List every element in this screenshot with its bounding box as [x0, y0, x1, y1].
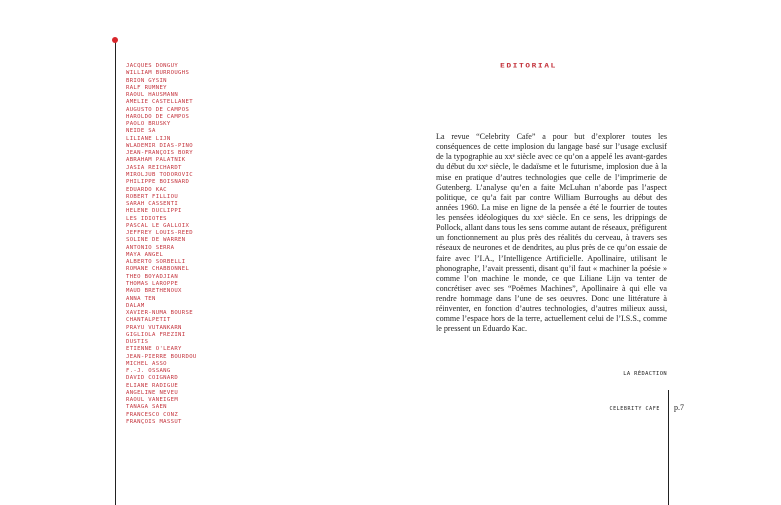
contributor-name: LILIANE LIJN — [126, 135, 171, 142]
contributor-name: NEIDE SA — [126, 128, 156, 135]
contributor-name: HELENE DUCLIPPI — [126, 208, 182, 215]
contributor-name: JACQUES DONGUY — [126, 63, 179, 69]
contributor-name: ANTONIO SERRA — [126, 244, 175, 251]
contributor-name: FRANCESCO CONZ — [126, 411, 179, 418]
contributor-name: FRANÇOIS MASSUT — [126, 419, 182, 426]
contributor-name: SOLINE DE WARREN — [126, 237, 186, 244]
contributor-name: ABRAHAM PALATNIK — [126, 157, 186, 164]
contributor-name: WILLIAM BURROUGHS — [126, 70, 190, 77]
contributor-name: ROMANE CHABBONNEL — [126, 266, 190, 273]
contributor-name: EDUARDO KAC — [126, 186, 167, 193]
contributor-name: ETIENNE O'LEARY — [126, 346, 182, 353]
contributor-name: AMELIE CASTELLANET — [126, 99, 193, 106]
contributor-name: ELIANE RADIGUE — [126, 382, 179, 389]
contributor-name: RAOUL VANEIGEM — [126, 397, 179, 404]
contributor-name: CHANTALPETIT — [126, 317, 171, 324]
contributor-name: JEFFREY LOUIS-REED — [126, 230, 193, 237]
contributor-name: PRAYU VUTANKARN — [126, 324, 182, 331]
contributor-name: PHILIPPE BOISNARD — [126, 179, 190, 186]
contributors-list — [126, 63, 236, 426]
contributor-name: BRION GYSIN — [126, 77, 167, 84]
contributor-name: PAOLO BRUSKY — [126, 121, 171, 128]
rule-dot — [112, 37, 118, 43]
contributor-name: PASCAL LE GALLOIX — [126, 222, 190, 229]
contributor-name: THOMAS LAROPPE — [126, 280, 179, 287]
contributor-name: MIROLJUB TODOROVIC — [126, 171, 193, 178]
contributor-name: THEO BOYADJIAN — [126, 273, 179, 280]
contributor-name: MICHEL ASSO — [126, 360, 167, 367]
contributor-name: ANGELINE NEVEU — [126, 389, 179, 396]
contributor-name: LES IDIOTES — [126, 215, 167, 222]
editorial-title: EDITORIAL — [500, 62, 557, 69]
contributor-name: XAVIER-NUMA BOURSE — [126, 310, 193, 317]
footer-magazine-title: CELEBRITY CAFE — [609, 406, 660, 412]
contributor-name: JEAN-PIERRE BOURDOU — [126, 353, 197, 360]
page-number: p.7 — [674, 403, 684, 412]
contributor-name: RAOUL HAUSMANN — [126, 92, 179, 99]
contributor-name: GIGLIOLA FREZINI — [126, 331, 186, 338]
contributor-name: RALF RUMNEY — [126, 84, 167, 91]
contributor-name: AUGUSTO DE CAMPOS — [126, 106, 190, 113]
contributor-name: MAUD BRETHENOUX — [126, 288, 182, 295]
contributor-name: HAROLDO DE CAMPOS — [126, 113, 190, 120]
contributor-name: ROBERT FILLIOU — [126, 193, 179, 200]
contributor-name: DUSTIS — [126, 339, 149, 346]
editorial-signature: LA RÉDACTION — [623, 371, 667, 377]
contributor-name: JASIA REICHARDT — [126, 164, 182, 171]
right-vertical-rule — [668, 390, 669, 505]
contributor-name: DALAM — [126, 302, 145, 309]
contributor-name: MAYA ANGEL — [126, 251, 164, 258]
contributor-name: F.-J. OSSANG — [126, 368, 171, 375]
contributor-name: ANNA TEN — [126, 295, 156, 302]
contributor-name: SARAH CASSENTI — [126, 201, 179, 208]
contributor-name: JEAN-FRANÇOIS BORY — [126, 150, 193, 157]
contributor-name: WLADEMIR DIAS-PINO — [126, 142, 193, 149]
contributor-name: TANAGA SAEN — [126, 404, 167, 411]
contributor-name: ALBERTO SORBELLI — [126, 259, 186, 266]
editorial-body: La revue “Celebrity Cafe” a pour but d’explorer toutes les conséquences de cette implosion du langage basé sur l’usage exclusif de la typographie au xxᵉ siècle avec ce qu’on a appelé les avant-gardes du début du xxᵉ siècle, le dadaïsme et le futurisme, implosion due à la mise en pratique d’autres technologies que celle de l’imprimerie de Gutenberg. L’analyse qu’en a faite McLuhan n’aborde pas l’aspect politique, ce qu’a fait par contre William Burroughs au début des années 1960. La mise en ligne de la pensée a été le fourrier de toutes les pensées idéologiques du xxᵉ siècle. En ce sens, les drippings de Pollock, allant dans tous les sens comme autant de réseaux, préfigurent un fonctionnement au plus près des réalités du cerveau, à travers ses réseaux de neurones et de dendrites, au plus près de ce qu’on essaie de faire avec l’I.A., l’Intelligence Artificielle. Apollinaire, utilisant le phonographe, l’avait pressenti, disant qu’il faut « machiner la poésie » comme l’on machine le monde, ce que Liliane Lijn va tenter de concrétiser avec ses “Poëmes Machines”, Apollinaire à qui elle va rendre hommage dans l’une de ses oeuvres. Donc une littérature à réinventer, en fonction d’autres technologies, d’autres milieux aussi, comme l’espace hors de la terre, actuellement celui de l’I.S.S., comme le pressent un Eduardo Kac. — [436, 132, 667, 334]
contributor-name: DAVID COIGNARD — [126, 375, 179, 382]
left-vertical-rule — [115, 40, 116, 505]
